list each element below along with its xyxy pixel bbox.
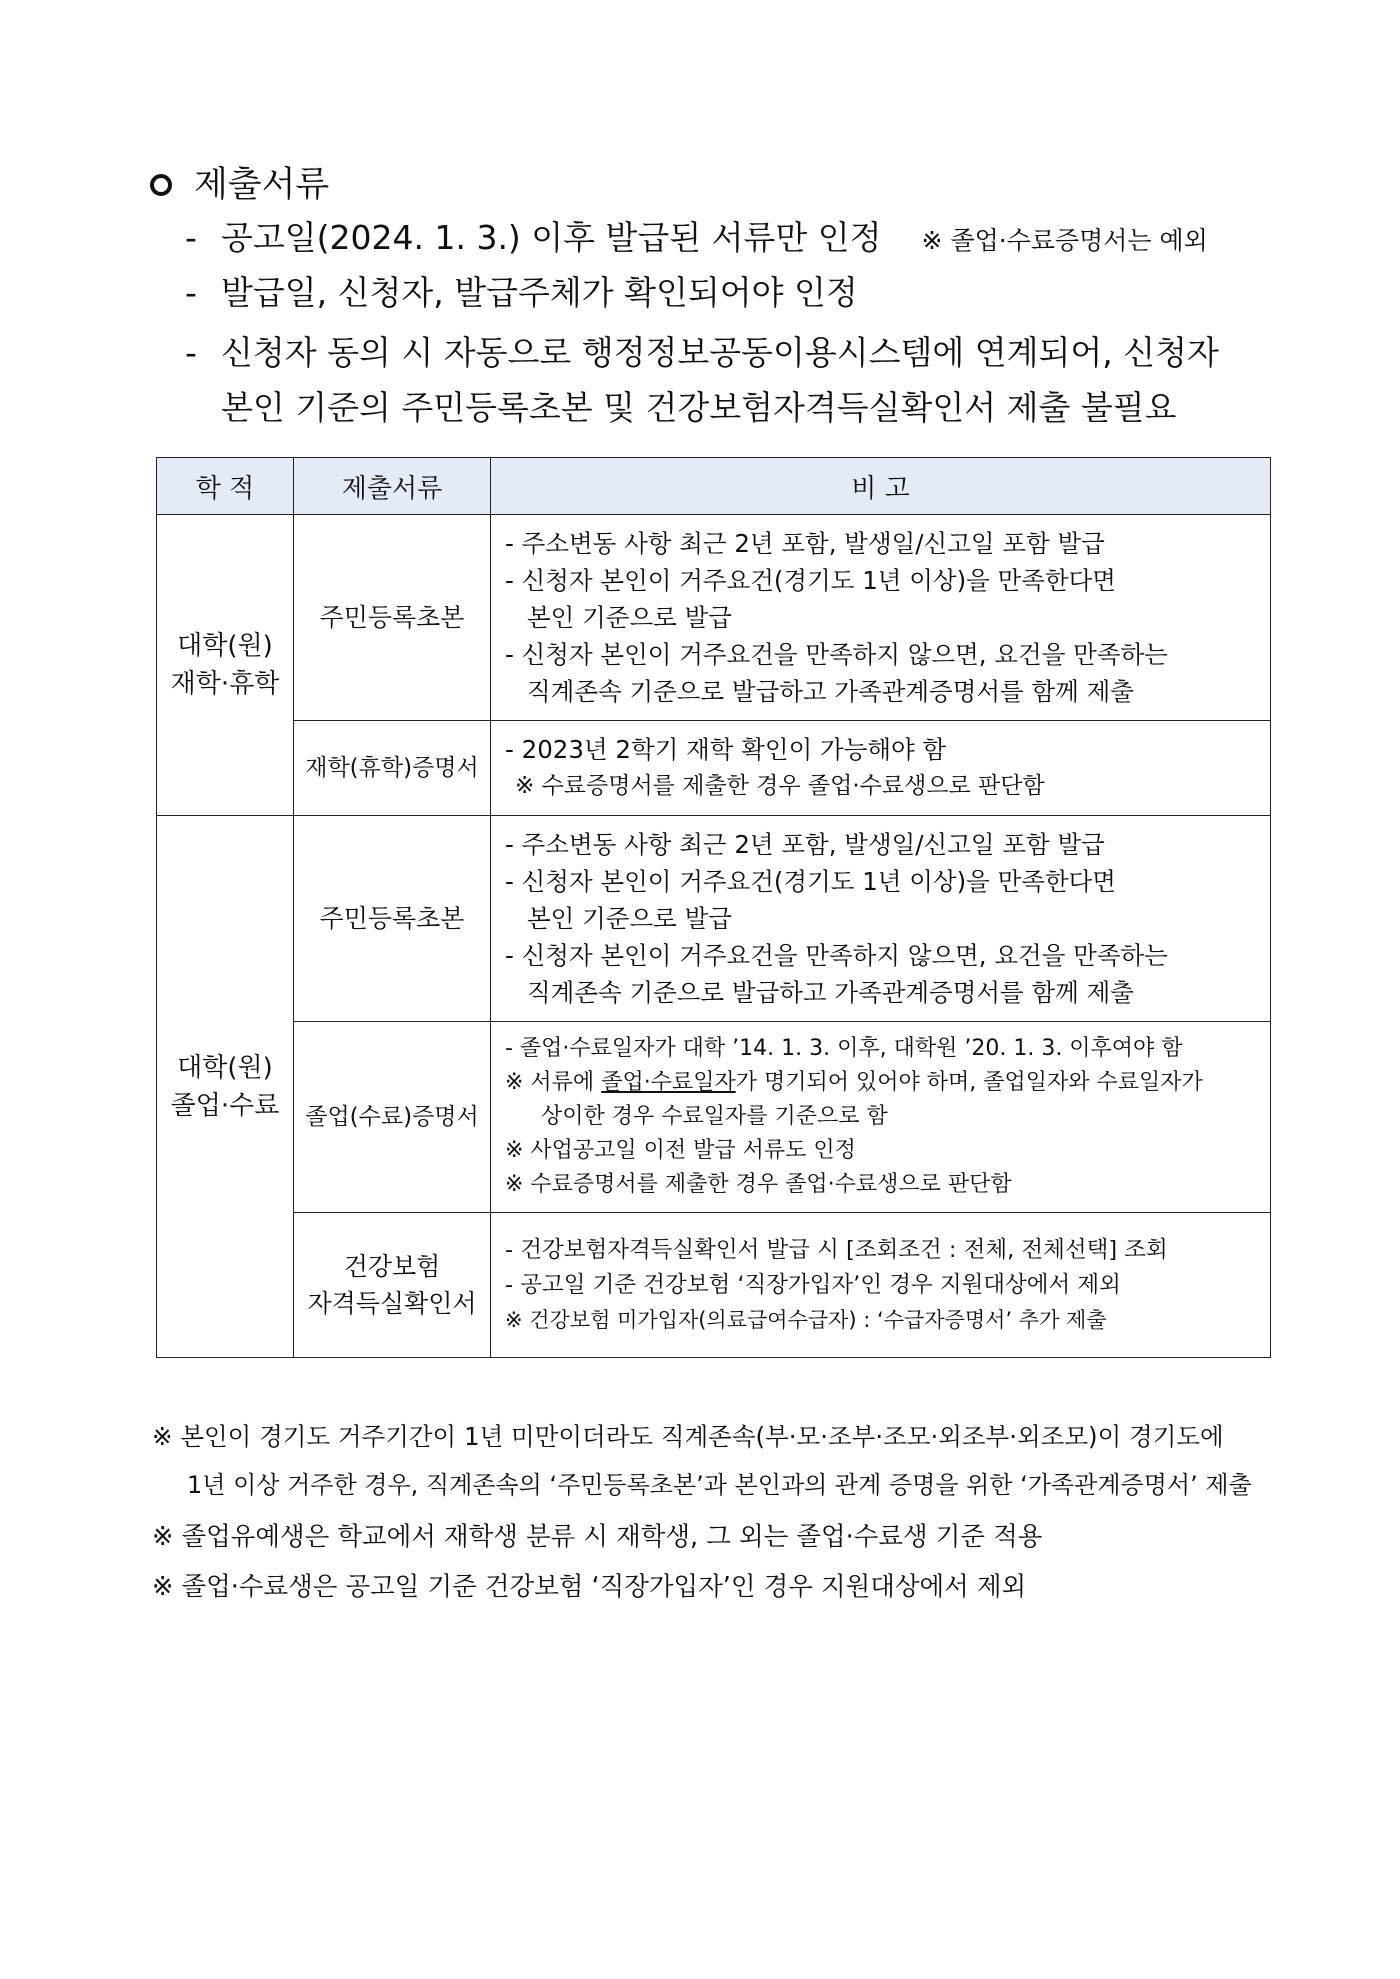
doc-cell: 주민등록초본	[294, 816, 491, 1022]
remarks-cell: - 졸업·수료일자가 대학 ’14. 1. 3. 이후, 대학원 ’20. 1. 3. 이후여야 함 ※ 서류에 졸업·수료일자가 명기되어 있어야 하며, 졸업일자와 수료일자가 상이한 경우 수료일자를 기준으로 함 ※ 사업공고일 이전 발급 서류도 인정 ※ 수료증명서를 제출한 경우 졸업·수료생으로 판단함	[491, 1022, 1271, 1213]
bullet-text: 본인 기준의 주민등록초본 및 건강보험자격득실확인서 제출 불필요	[221, 388, 1177, 427]
hollow-circle-icon	[150, 174, 172, 196]
dash-marker: -	[185, 333, 197, 372]
remarks-cell: - 주소변동 사항 최근 2년 포함, 발생일/신고일 포함 발급 - 신청자 본인이 거주요건(경기도 1년 이상)을 만족한다면 본인 기준으로 발급 - 신청자 본인이 거주요건을 만족하지 않으면, 요건을 만족하는 직계존속 기준으로 발급하고 가족관계증명서를 함께 제출	[491, 816, 1271, 1022]
bullet-note: ※ 졸업·수료증명서는 예외	[921, 226, 1208, 255]
doc-cell: 재학(휴학)증명서	[294, 721, 491, 816]
status-cell-graduated: 대학(원) 졸업·수료	[157, 816, 294, 1358]
bullet-item	[185, 328, 1219, 378]
remarks-cell: - 2023년 2학기 재학 확인이 가능해야 함 ※ 수료증명서를 제출한 경우 졸업·수료생으로 판단함	[491, 721, 1271, 816]
table-row	[157, 1213, 1271, 1358]
header-remarks: 비 고	[491, 458, 1271, 515]
table-row	[157, 1022, 1271, 1213]
table-row	[157, 721, 1271, 816]
section-title: 제출서류	[194, 165, 330, 205]
remarks-cell: - 건강보험자격득실확인서 발급 시 [조회조건 : 전체, 전체선택] 조회 - 공고일 기준 건강보험 ‘직장가입자’인 경우 지원대상에서 제외 ※ 건강보험 미가입자(의료급여수급자) : ‘수급자증명서’ 추가 제출	[491, 1213, 1271, 1358]
bullet-item	[185, 213, 1208, 266]
bullet-item	[185, 268, 858, 318]
doc-cell: 건강보험 자격득실확인서	[294, 1213, 491, 1358]
bullet-text: 발급일, 신청자, 발급주체가 확인되어야 인정	[221, 273, 858, 312]
bullet-text: 신청자 동의 시 자동으로 행정정보공동이용시스템에 연계되어, 신청자	[221, 333, 1219, 372]
documents-table	[156, 457, 1271, 1358]
section-heading	[150, 160, 329, 210]
table-header-row	[157, 458, 1271, 515]
bullet-continuation	[221, 383, 1177, 433]
footnote: ※ 졸업·수료생은 공고일 기준 건강보험 ‘직장가입자’인 경우 지원대상에서 제외	[152, 1572, 1027, 1602]
footnote-continuation: 1년 이상 거주한 경우, 직계존속의 ‘주민등록초본’과 본인과의 관계 증명을 위한 ‘가족관계증명서’ 제출	[187, 1471, 1252, 1499]
table-row	[157, 816, 1271, 1022]
bullet-text: 공고일(2024. 1. 3.) 이후 발급된 서류만 인정	[221, 218, 882, 257]
dash-marker: -	[185, 218, 197, 257]
header-documents: 제출서류	[294, 458, 491, 515]
header-status: 학 적	[157, 458, 294, 515]
table-row	[157, 515, 1271, 721]
doc-cell: 주민등록초본	[294, 515, 491, 721]
dash-marker: -	[185, 273, 197, 312]
status-cell-enrolled: 대학(원) 재학·휴학	[157, 515, 294, 816]
doc-cell: 졸업(수료)증명서	[294, 1022, 491, 1213]
remarks-cell: - 주소변동 사항 최근 2년 포함, 발생일/신고일 포함 발급 - 신청자 본인이 거주요건(경기도 1년 이상)을 만족한다면 본인 기준으로 발급 - 신청자 본인이 거주요건을 만족하지 않으면, 요건을 만족하는 직계존속 기준으로 발급하고 가족관계증명서를 함께 제출	[491, 515, 1271, 721]
footnote: ※ 졸업유예생은 학교에서 재학생 분류 시 재학생, 그 외는 졸업·수료생 기준 적용	[152, 1522, 1043, 1552]
footnote: ※ 본인이 경기도 거주기간이 1년 미만이더라도 직계존속(부·모·조부·조모·외조부·외조모)이 경기도에	[152, 1422, 1224, 1451]
